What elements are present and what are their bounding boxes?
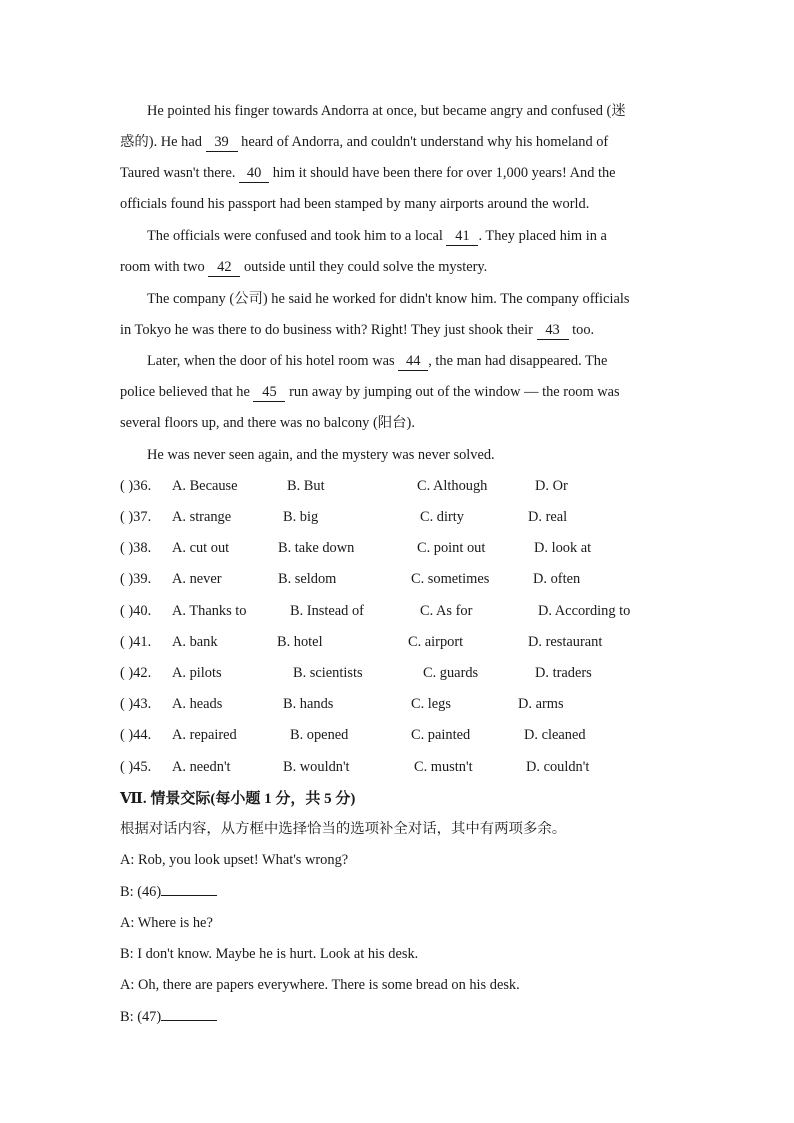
- passage-text: . They placed him in a: [478, 228, 607, 244]
- option-b[interactable]: B. take down: [278, 540, 355, 556]
- option-a[interactable]: A. repaired: [172, 727, 237, 743]
- option-d[interactable]: D. traders: [535, 665, 592, 681]
- passage-text: He pointed his finger towards Andorra at once, but became angry and confused (迷: [147, 103, 626, 119]
- question-number: ( )41.: [120, 634, 152, 650]
- option-b[interactable]: B. But: [287, 478, 325, 494]
- answer-blank-46[interactable]: [161, 880, 217, 896]
- passage-text: outside until they could solve the mystery.: [243, 259, 488, 275]
- question-number: ( )38.: [120, 540, 152, 556]
- dialogue-text: B: (46): [120, 884, 162, 900]
- section-instruction: 根据对话内容，从方框中选择恰当的选项补全对话，其中有两项多余。: [120, 821, 567, 837]
- question-row: [120, 537, 680, 559]
- option-d[interactable]: D. often: [533, 571, 581, 587]
- option-d[interactable]: D. arms: [518, 696, 564, 712]
- passage-line: [147, 225, 607, 247]
- option-a[interactable]: A. Because: [172, 478, 238, 494]
- dialogue-line: A: Where is he?: [120, 915, 213, 931]
- option-c[interactable]: C. painted: [411, 727, 471, 743]
- question-number: ( )43.: [120, 696, 152, 712]
- option-c[interactable]: C. dirty: [420, 509, 464, 525]
- passage-text: him it should have been there for over 1,000 years! And the: [272, 165, 616, 181]
- question-row: [120, 724, 680, 746]
- passage-line: [120, 162, 674, 184]
- option-b[interactable]: B. hotel: [277, 634, 323, 650]
- option-c[interactable]: C. legs: [411, 696, 451, 712]
- option-a[interactable]: A. Thanks to: [172, 603, 247, 619]
- option-a[interactable]: A. never: [172, 571, 222, 587]
- passage-text: Taured wasn't there.: [120, 165, 236, 181]
- option-d[interactable]: D. Or: [535, 478, 568, 494]
- option-a[interactable]: A. strange: [172, 509, 232, 525]
- passage-line: [147, 350, 607, 372]
- dialogue-line: A: Oh, there are papers everywhere. There is some bread on his desk.: [120, 977, 520, 993]
- question-number: ( )37.: [120, 509, 152, 525]
- option-b[interactable]: B. hands: [283, 696, 334, 712]
- option-d[interactable]: D. restaurant: [528, 634, 603, 650]
- option-c[interactable]: C. Although: [417, 478, 488, 494]
- option-b[interactable]: B. big: [283, 509, 319, 525]
- passage-line: [120, 193, 589, 215]
- option-d[interactable]: D. couldn't: [526, 759, 590, 775]
- passage-text: The officials were confused and took him to a local: [147, 228, 443, 244]
- question-number: ( )44.: [120, 727, 152, 743]
- passage-text: heard of Andorra, and couldn't understand why his homeland of: [241, 134, 609, 150]
- option-a[interactable]: A. heads: [172, 696, 223, 712]
- passage-text: in Tokyo he was there to do business with? Right! They just shook their: [120, 322, 533, 338]
- passage-text: too.: [572, 322, 595, 338]
- blank-41: 41: [446, 228, 478, 246]
- passage-line: [120, 381, 620, 403]
- passage-line: [120, 319, 594, 341]
- passage-line: [120, 412, 415, 434]
- passage-text: run away by jumping out of the window — the room was: [289, 384, 620, 400]
- blank-40: 40: [239, 165, 269, 183]
- passage-text: 惑的). He had: [120, 134, 202, 150]
- dialogue-line: A: Rob, you look upset! What's wrong?: [120, 852, 349, 868]
- blank-39: 39: [206, 134, 238, 152]
- blank-42: 42: [208, 259, 240, 277]
- option-a[interactable]: A. needn't: [172, 759, 231, 775]
- dialogue-line: [120, 880, 217, 902]
- passage-text: Later, when the door of his hotel room was: [147, 353, 395, 369]
- option-b[interactable]: B. seldom: [278, 571, 337, 587]
- option-d[interactable]: D. real: [528, 509, 568, 525]
- option-c[interactable]: C. airport: [408, 634, 464, 650]
- question-row: [120, 662, 680, 684]
- blank-44: 44: [398, 353, 428, 371]
- option-a[interactable]: A. cut out: [172, 540, 230, 556]
- question-row: [120, 600, 680, 622]
- question-row: [120, 631, 680, 653]
- dialogue-text: B: (47): [120, 1009, 162, 1025]
- passage-text: , the man had disappeared. The: [428, 353, 608, 369]
- passage-line: [147, 444, 495, 466]
- dialogue-line: [120, 1005, 217, 1027]
- question-number: ( )36.: [120, 478, 152, 494]
- option-c[interactable]: C. mustn't: [414, 759, 473, 775]
- passage-text: police believed that he: [120, 384, 250, 400]
- option-d[interactable]: D. cleaned: [524, 727, 586, 743]
- passage-text: He was never seen again, and the mystery was never solved.: [147, 447, 495, 463]
- passage-line: [120, 256, 487, 278]
- answer-blank-47[interactable]: [161, 1005, 217, 1021]
- dialogue-line: B: I don't know. Maybe he is hurt. Look at his desk.: [120, 946, 419, 962]
- option-b[interactable]: B. scientists: [293, 665, 363, 681]
- option-d[interactable]: D. According to: [538, 603, 631, 619]
- passage-line: [147, 100, 674, 122]
- passage-text: room with two: [120, 259, 205, 275]
- blank-45: 45: [253, 384, 285, 402]
- option-b[interactable]: B. Instead of: [290, 603, 364, 619]
- option-b[interactable]: B. opened: [290, 727, 349, 743]
- question-number: ( )40.: [120, 603, 152, 619]
- question-row: [120, 506, 680, 528]
- passage-text: officials found his passport had been stamped by many airports around the world.: [120, 196, 590, 212]
- question-number: ( )39.: [120, 571, 152, 587]
- option-c[interactable]: C. guards: [423, 665, 479, 681]
- question-row: [120, 756, 680, 778]
- passage-line: [147, 288, 629, 310]
- passage-text: several floors up, and there was no balcony (阳台).: [120, 415, 415, 431]
- option-a[interactable]: A. pilots: [172, 665, 222, 681]
- question-row: [120, 475, 680, 497]
- question-number: ( )45.: [120, 759, 152, 775]
- option-c[interactable]: C. point out: [417, 540, 486, 556]
- question-row: [120, 568, 680, 590]
- passage-text: The company (公司) he said he worked for didn't know him. The company officials: [147, 291, 630, 307]
- option-d[interactable]: D. look at: [534, 540, 592, 556]
- option-b[interactable]: B. wouldn't: [283, 759, 350, 775]
- section-heading: Ⅶ. 情景交际(每小题 1 分，共 5 分): [120, 791, 356, 807]
- option-c[interactable]: C. As for: [420, 603, 473, 619]
- question-row: [120, 693, 680, 715]
- option-a[interactable]: A. bank: [172, 634, 218, 650]
- passage-line: [120, 131, 674, 153]
- blank-43: 43: [537, 322, 569, 340]
- option-c[interactable]: C. sometimes: [411, 571, 490, 587]
- question-number: ( )42.: [120, 665, 152, 681]
